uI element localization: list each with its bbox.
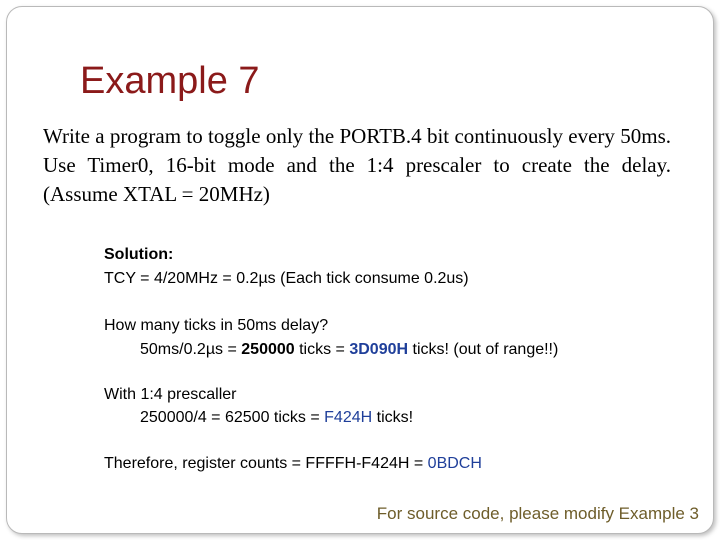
prescaler-line: With 1:4 prescaller	[104, 386, 237, 403]
problem-statement: Write a program to toggle only the PORTB.4 bit continuously every 50ms. Use Timer0, 16-bit mode and the 1:4 prescaler to create the delay. (Assume XTAL = 20MHz)	[43, 124, 671, 206]
hex-tick-value: 3D090H	[349, 341, 409, 358]
calc-text: ticks!	[372, 409, 414, 426]
slide-title: Example 7	[80, 60, 260, 102]
solution-heading: Solution:	[104, 246, 174, 263]
register-count-line	[104, 453, 482, 475]
prescaled-calculation	[140, 407, 413, 429]
prescaled-hex-value: F424H	[324, 409, 373, 426]
register-value: 0BDCH	[427, 455, 482, 472]
calc-text: ticks =	[294, 341, 350, 358]
ticks-question: How many ticks in 50ms delay?	[104, 317, 329, 334]
calc-text: ticks! (out of range!!)	[408, 341, 559, 358]
calc-text: Therefore, register counts = FFFFH-F424H =	[104, 455, 428, 472]
tick-count-value: 250000	[241, 341, 295, 358]
ticks-calculation	[140, 339, 558, 361]
calc-text: 50ms/0.2µs =	[140, 341, 242, 358]
tcy-line: TCY = 4/20MHz = 0.2µs (Each tick consume 0.2us)	[104, 270, 469, 287]
footer-note: For source code, please modify Example 3	[376, 504, 699, 523]
calc-text: 250000/4 = 62500 ticks =	[140, 409, 325, 426]
